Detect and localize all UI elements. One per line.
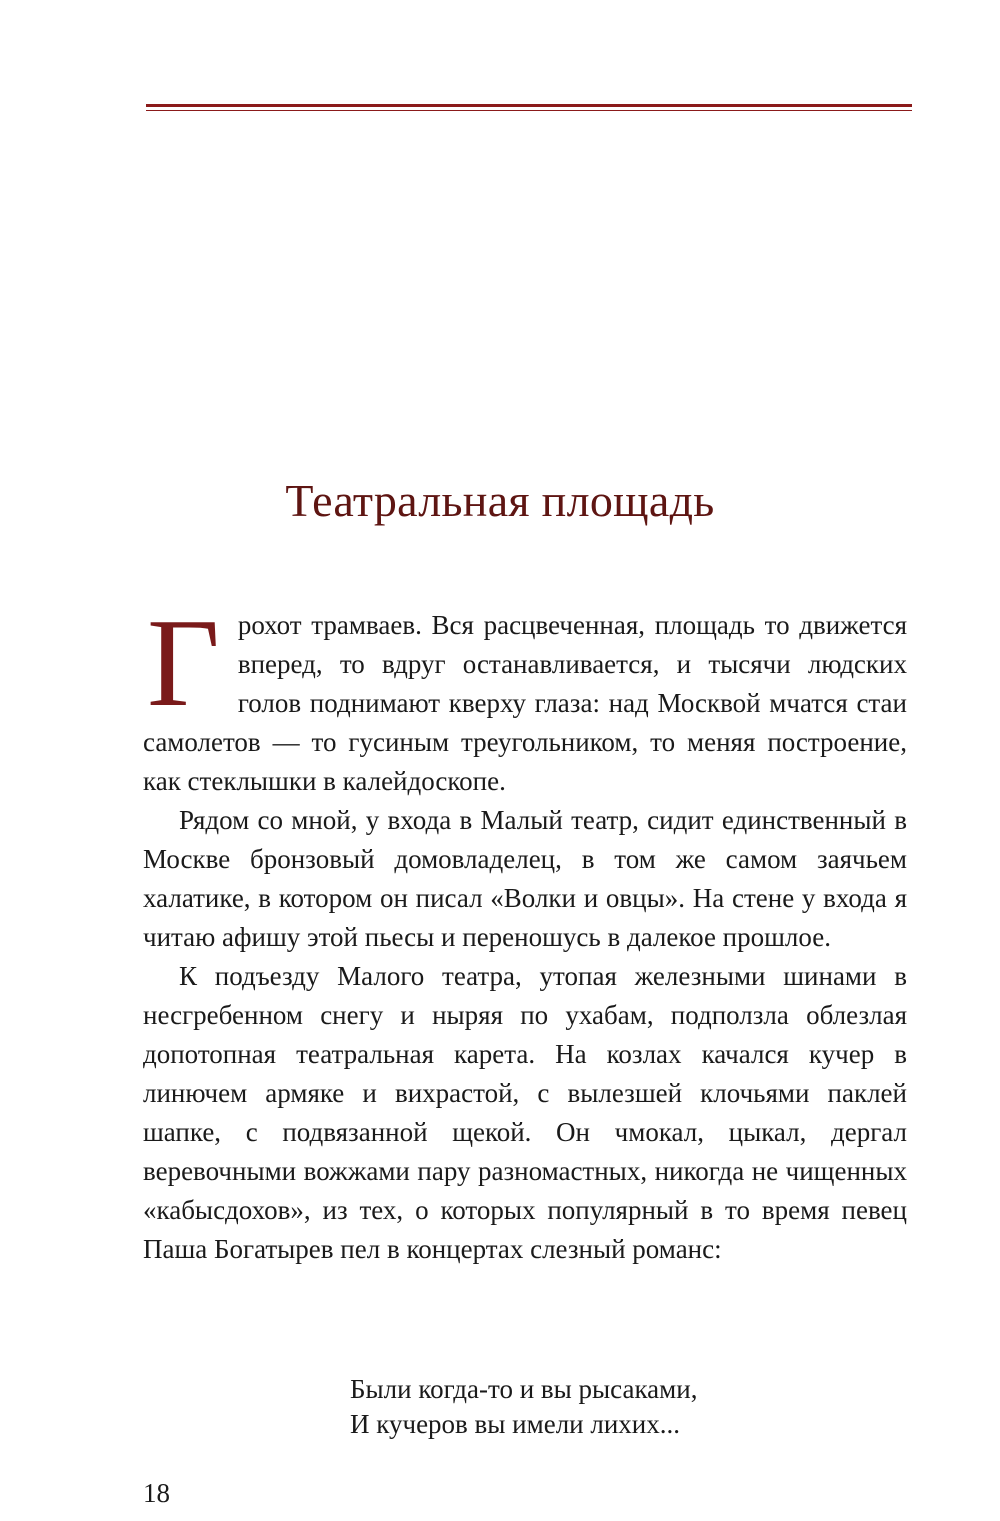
body-text — [143, 594, 907, 1269]
drop-cap: Г — [147, 594, 220, 733]
top-rule-thin — [146, 110, 912, 111]
paragraph-1-text: рохот трамваев. Вся расцвеченная, площадь то движется вперед, то вдруг останавливается, и тысячи людских голов поднимают кверху глаза: над Москвой мчатся стаи самолетов — то гусиным треугольником, то меняя построение, как стеклышки в калейдоскопе. — [143, 610, 907, 796]
verse-line-2: И кучеров вы имели лихих... — [350, 1409, 680, 1439]
paragraph-1 — [143, 594, 907, 801]
paragraph-2: Рядом со мной, у входа в Малый театр, сидит единственный в Москве бронзовый домовладелец, в том же самом заячьем халатике, в котором он писал «Волки и овцы». На стене у входа я читаю афишу этой пьесы и переношусь в далекое прошлое. — [143, 805, 907, 952]
verse-quote — [350, 1372, 697, 1442]
verse-line-1: Были когда-то и вы рысаками, — [350, 1374, 698, 1404]
chapter-title: Театральная площадь — [285, 475, 715, 526]
paragraph-3: К подъезду Малого театра, утопая железными шинами в несгребенном снегу и ныряя по ухабам, подползла облезлая допотопная театральная карета. На козлах качался кучер в линючем армяке и вихрастой, с вылезшей клочьями паклей шапке, с подвязанной щекой. Он чмокал, цыкал, дергал веревочными вожжами пару разномастных, никогда не чищенных «кабысдохов», из тех, о которых популярный в то время певец Паша Богатырев пел в концертах слезный романс: — [143, 961, 907, 1264]
top-rule-thick — [146, 104, 912, 107]
page-number: 18 — [143, 1478, 170, 1508]
